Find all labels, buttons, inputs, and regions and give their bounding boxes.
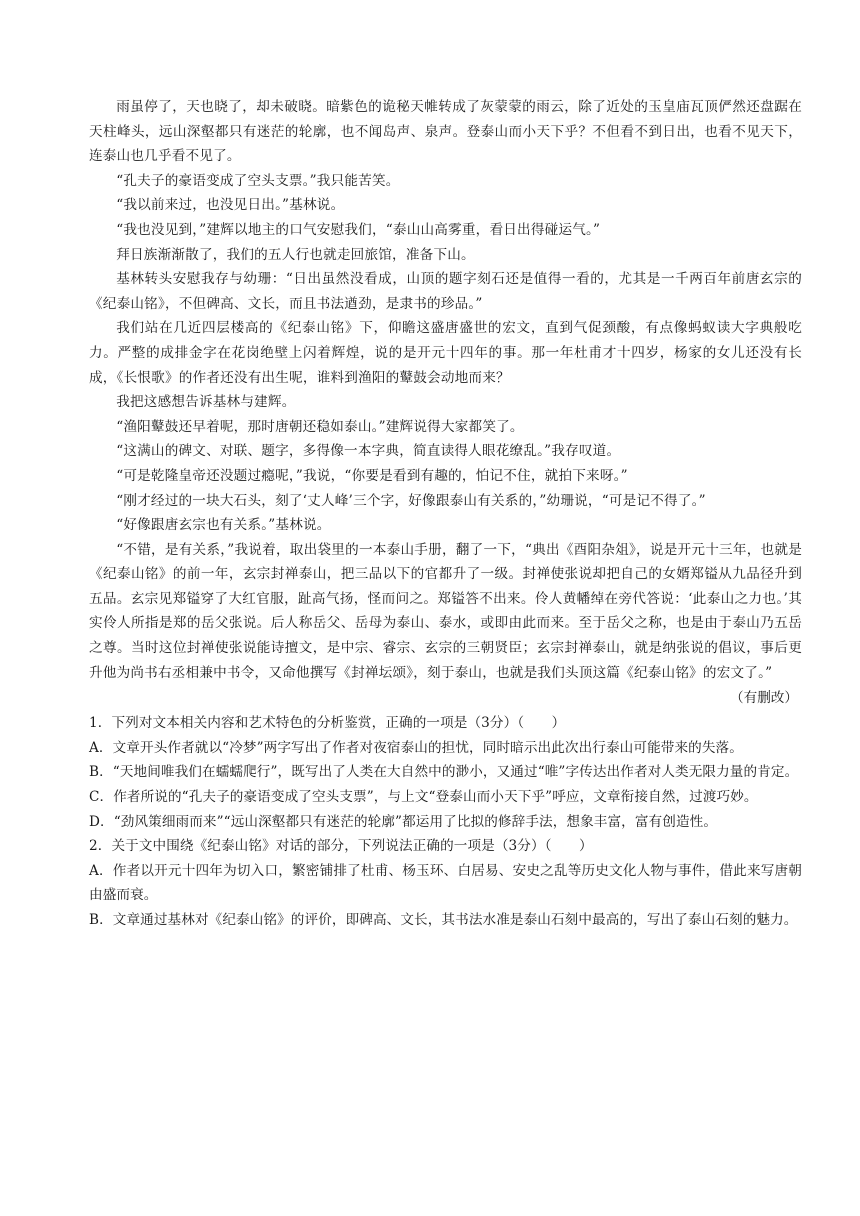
- paragraph: “渔阳鼙鼓还早着呢，那时唐朝还稳如泰山。”建辉说得大家都笑了。: [116, 418, 524, 435]
- question-stem: 1．下列对文本相关内容和艺术特色的分析鉴赏，正确的一项是（3分）（ ）: [89, 715, 566, 732]
- paragraph: “好像跟唐玄宗也有关系。”基林说。: [116, 517, 331, 534]
- question-stem: 2．关于文中围绕《纪泰山铭》对话的部分，下列说法正确的一项是（3分）（ ）: [89, 838, 593, 855]
- paragraph: “我以前来过，也没见日出。”基林说。: [116, 197, 345, 214]
- paragraph: “可是乾隆皇帝还没题过瘾呢，”我说，“你要是看到有趣的，怕记不住，就拍下来呀。”: [116, 467, 628, 484]
- document-page: [89, 95, 802, 933]
- paragraph: 我把这感想告诉基林与建辉。: [116, 394, 296, 411]
- paragraph: “不错，是有关系，”我说着，取出袋里的一本泰山手册，翻了一下，“典出《酉阳杂俎》，说是开元十三年，也就是《纪泰山铭》的前一年，玄宗封禅泰山，把三品以下的官都升了一级。封禅使张说却把自己的女婿郑镒从九品径升到五品。玄宗见郑镒穿了大红官服，趾高气扬，怪而问之。郑镒答不出来。伶人黄幡绰在旁代答说：‘此泰山之力也。’其实伶人所指是郑的岳父张说。后人称岳父、岳母为泰山、泰水，或即由此而来。至于岳父之称，也是由于泰山乃五岳之尊。当时这位封禅使张说能诗擅文，是中宗、睿宗、玄宗的三朝贤臣；玄宗封禅泰山，就是纳张说的倡议，事后更升他为尚书右丞相兼中书令，又命他撰写《封禅坛颂》，刻于泰山，也就是我们头顶这篇《纪泰山铭》的宏文了。”: [89, 541, 802, 681]
- option-b: B．文章通过基林对《纪泰山铭》的评价，即碑高、文长，其书法水准是泰山石刻中最高的，写出了泰山石刻的魅力。: [89, 912, 798, 928]
- paragraph: 我们站在几近四层楼高的《纪泰山铭》下，仰瞻这盛唐盛世的宏文，直到气促颈酸，有点像蚂蚁读大字典般吃力。严整的成排金字在花岗绝壁上闪着辉煌，说的是开元十四年的事。那一年杜甫才十四岁，杨家的女儿还没有长成，《长恨歌》的作者还没有出生呢，谁料到渔阳的鼙鼓会动地而来？: [89, 320, 802, 386]
- paragraph: “我也没见到，”建辉以地主的口气安慰我们，“泰山山高雾重，看日出得碰运气。”: [116, 221, 601, 238]
- paragraph: 基林转头安慰我存与幼珊：“日出虽然没看成，山顶的题字刻石还是值得一看的，尤其是一千两百年前唐玄宗的《纪泰山铭》，不但碑高、文长，而且书法遒劲，是隶书的珍品。”: [89, 271, 802, 312]
- paragraph: “这满山的碑文、对联、题字，多得像一本字典，简直读得人眼花缭乱。”我存叹道。: [116, 443, 621, 460]
- option-a: A．作者以开元十四年为切入口，繁密铺排了杜甫、杨玉环、白居易、安史之乱等历史文化人物与事件，借此来写唐朝由盛而衰。: [89, 862, 802, 904]
- option-a: A．文章开头作者就以“冷梦”两字写出了作者对夜宿泰山的担忧，同时暗示出此次出行泰山可能带来的失落。: [89, 739, 743, 756]
- paragraph: 拜日族渐渐散了，我们的五人行也就走回旅馆，准备下山。: [116, 246, 475, 263]
- question-2: [89, 834, 802, 932]
- option-d: D．“劲风策细雨而来”“远山深壑都只有迷茫的轮廓”都运用了比拟的修辞手法，想象丰富，富有创造性。: [89, 813, 718, 830]
- option-b: B．“天地间唯我们在蠕蠕爬行”，既写出了人类在大自然中的渺小，又通过“唯”字传达出作者对人类无限力量的肯定。: [89, 764, 799, 781]
- paragraph: “刚才经过的一块大石头，刻了‘丈人峰’三个字，好像跟泰山有关系的，”幼珊说，“可是记不得了。”: [116, 492, 706, 509]
- passage: [89, 95, 802, 685]
- paragraph: “孔夫子的豪语变成了空头支票。”我只能苦笑。: [116, 172, 400, 189]
- option-c: C．作者所说的“孔夫子的豪语变成了空头支票”，与上文“登泰山而小天下乎”呼应，文章衔接自然，过渡巧妙。: [89, 789, 758, 806]
- paragraph: 雨虽停了，天也晓了，却未破晓。暗紫色的诡秘天帷转成了灰蒙蒙的雨云，除了近处的玉皇庙瓦顶俨然还盘踞在天柱峰头，远山深壑都只有迷茫的轮廓，也不闻岛声、泉声。登泰山而小天下乎？不但看不到日出，也看不见天下，连泰山也几乎看不见了。: [89, 99, 802, 165]
- question-1: [89, 711, 802, 834]
- edit-note: （有删改）: [730, 690, 798, 707]
